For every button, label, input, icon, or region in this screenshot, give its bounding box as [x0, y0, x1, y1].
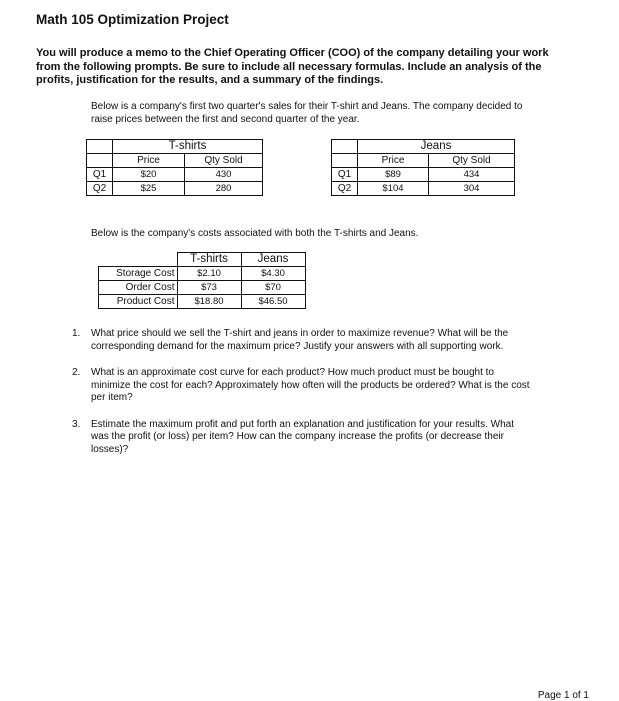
price-cell: $25	[113, 182, 185, 196]
tshirts-cost-cell: $73	[177, 281, 241, 295]
page-number: Page 1 of 1	[537, 690, 589, 701]
price-cell: $20	[113, 168, 185, 182]
qty-cell: 434	[429, 168, 515, 182]
intro-line: profits, justification for the results, and a summary of the findings.	[36, 74, 384, 86]
column-header-qty: Qty Sold	[185, 154, 263, 168]
jeans-sales-table	[331, 139, 515, 196]
question-line: minimize the cost for each? Approximately how often will the products be ordered? What is the cost	[91, 379, 530, 391]
quarter-cell: Q2	[87, 182, 113, 196]
page-title: Math 105 Optimization Project	[36, 12, 229, 27]
cost-label-cell: Order Cost	[99, 281, 178, 295]
question-line: What price should we sell the T-shirt and jeans in order to maximize revenue? What will be the	[91, 328, 509, 339]
table-corner-cell	[87, 154, 113, 168]
question-line: corresponding demand for the maximum price? Justify your answers with all supporting work.	[91, 340, 504, 352]
costs-intro-line: Below is the company's costs associated with both the T-shirts and Jeans.	[91, 228, 419, 239]
table-corner-cell	[87, 140, 113, 154]
table-row	[332, 182, 515, 196]
table-row	[87, 182, 263, 196]
column-header-tshirts: T-shirts	[177, 253, 241, 267]
table-row	[99, 281, 306, 295]
jeans-cost-cell: $4.30	[241, 267, 305, 281]
questions-list	[72, 328, 530, 470]
tshirts-cost-cell: $18.80	[177, 295, 241, 309]
cost-label-cell: Product Cost	[99, 295, 178, 309]
jeans-heading: Jeans	[358, 140, 515, 154]
table-corner-cell	[332, 154, 358, 168]
sales-intro-line: Below is a company's first two quarter's sales for their T-shirt and Jeans. The company decided to	[91, 101, 523, 112]
column-header-jeans: Jeans	[241, 253, 305, 267]
table-row	[99, 267, 306, 281]
list-item	[72, 419, 530, 457]
intro-paragraph	[36, 47, 596, 88]
quarter-cell: Q1	[332, 168, 358, 182]
sales-intro-paragraph	[91, 101, 522, 126]
intro-line: from the following prompts. Be sure to include all necessary formulas. Include an analysis of the	[36, 60, 542, 73]
jeans-cost-cell: $46.50	[241, 295, 305, 309]
costs-intro-paragraph	[91, 228, 418, 239]
question-number: 2.	[72, 367, 81, 378]
jeans-cost-cell: $70	[241, 281, 305, 295]
cost-label-cell: Storage Cost	[99, 267, 178, 281]
column-header-price: Price	[113, 154, 185, 168]
quarter-cell: Q2	[332, 182, 358, 196]
tshirts-heading: T-shirts	[113, 140, 263, 154]
question-number: 1.	[72, 328, 81, 339]
price-cell: $104	[358, 182, 429, 196]
tshirts-cost-cell: $2.10	[177, 267, 241, 281]
qty-cell: 430	[185, 168, 263, 182]
list-item	[72, 367, 530, 405]
question-number: 3.	[72, 418, 81, 430]
column-header-qty: Qty Sold	[429, 154, 515, 168]
table-corner-cell	[99, 253, 178, 267]
table-corner-cell	[332, 140, 358, 154]
table-row	[332, 168, 515, 182]
sales-intro-line: raise prices between the first and second quarter of the year.	[91, 113, 360, 125]
question-line: Estimate the maximum profit and put forth an explanation and justification for your results. What	[91, 418, 514, 430]
column-header-price: Price	[358, 154, 429, 168]
question-line: losses)?	[91, 443, 129, 455]
quarter-cell: Q1	[87, 168, 113, 182]
qty-cell: 280	[185, 182, 263, 196]
table-row	[99, 295, 306, 309]
question-line: was the profit (or loss) per item? How can the company increase the profits (or decrease their	[91, 431, 504, 442]
price-cell: $89	[358, 168, 429, 182]
table-row	[87, 168, 263, 182]
list-item	[72, 328, 530, 353]
question-line: What is an approximate cost curve for each product? How much product must be bought to	[91, 367, 494, 378]
question-line: per item?	[91, 392, 133, 403]
tshirts-sales-table	[86, 139, 263, 196]
qty-cell: 304	[429, 182, 515, 196]
intro-line: You will produce a memo to the Chief Operating Officer (COO) of the company detailing your work	[36, 47, 549, 59]
costs-table	[98, 252, 306, 309]
